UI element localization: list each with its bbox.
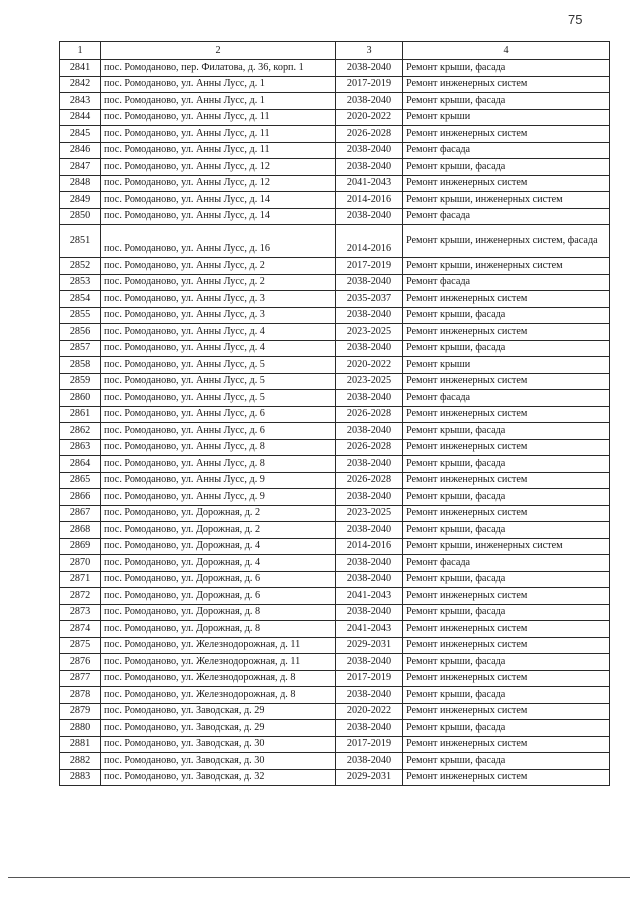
row-period: 2038-2040	[336, 571, 403, 588]
row-number: 2846	[60, 142, 101, 159]
table-row	[60, 621, 610, 638]
row-work: Ремонт инженерных систем	[403, 670, 610, 687]
row-number: 2863	[60, 439, 101, 456]
table-row	[60, 604, 610, 621]
row-work: Ремонт инженерных систем	[403, 472, 610, 489]
row-work: Ремонт крыши, фасада	[403, 60, 610, 77]
row-number: 2883	[60, 769, 101, 786]
table-row	[60, 142, 610, 159]
row-number: 2881	[60, 736, 101, 753]
row-number: 2868	[60, 522, 101, 539]
row-address: пос. Ромоданово, ул. Анны Лусс, д. 2	[101, 258, 336, 275]
row-number: 2872	[60, 588, 101, 605]
row-period: 2038-2040	[336, 340, 403, 357]
row-number: 2871	[60, 571, 101, 588]
table-row	[60, 703, 610, 720]
table-row	[60, 274, 610, 291]
row-number: 2849	[60, 192, 101, 209]
row-number: 2853	[60, 274, 101, 291]
row-number: 2854	[60, 291, 101, 308]
table-row	[60, 571, 610, 588]
row-number: 2864	[60, 456, 101, 473]
row-address: пос. Ромоданово, ул. Анны Лусс, д. 11	[101, 109, 336, 126]
row-period: 2038-2040	[336, 208, 403, 225]
row-number: 2843	[60, 93, 101, 110]
row-period: 2038-2040	[336, 159, 403, 176]
row-period: 2038-2040	[336, 604, 403, 621]
row-work: Ремонт инженерных систем	[403, 703, 610, 720]
row-period: 2038-2040	[336, 522, 403, 539]
table-row	[60, 225, 610, 258]
row-number: 2856	[60, 324, 101, 341]
row-period: 2038-2040	[336, 555, 403, 572]
table-row	[60, 505, 610, 522]
row-work: Ремонт крыши, фасада	[403, 753, 610, 770]
row-period: 2014-2016	[336, 192, 403, 209]
row-work: Ремонт инженерных систем	[403, 175, 610, 192]
row-address: пос. Ромоданово, ул. Дорожная, д. 4	[101, 555, 336, 572]
column-header-number: 1	[60, 42, 101, 60]
row-address: пос. Ромоданово, ул. Заводская, д. 30	[101, 736, 336, 753]
row-period: 2038-2040	[336, 60, 403, 77]
row-work: Ремонт крыши, инженерных систем	[403, 258, 610, 275]
row-address: пос. Ромоданово, ул. Железнодорожная, д. 11	[101, 637, 336, 654]
row-address: пос. Ромоданово, ул. Заводская, д. 29	[101, 720, 336, 737]
table-row	[60, 588, 610, 605]
row-number: 2879	[60, 703, 101, 720]
row-number: 2865	[60, 472, 101, 489]
row-period: 2038-2040	[336, 720, 403, 737]
row-address: пос. Ромоданово, ул. Анны Лусс, д. 6	[101, 406, 336, 423]
row-period: 2020-2022	[336, 703, 403, 720]
row-address: пос. Ромоданово, ул. Дорожная, д. 8	[101, 621, 336, 638]
row-address: пос. Ромоданово, ул. Анны Лусс, д. 1	[101, 93, 336, 110]
row-work: Ремонт крыши, фасада	[403, 571, 610, 588]
row-work: Ремонт фасада	[403, 555, 610, 572]
table-row	[60, 307, 610, 324]
row-address: пос. Ромоданово, ул. Анны Лусс, д. 5	[101, 373, 336, 390]
column-header-work: 4	[403, 42, 610, 60]
row-address: пос. Ромоданово, ул. Анны Лусс, д. 6	[101, 423, 336, 440]
row-number: 2878	[60, 687, 101, 704]
row-number: 2877	[60, 670, 101, 687]
row-address: пос. Ромоданово, ул. Дорожная, д. 4	[101, 538, 336, 555]
table-row	[60, 258, 610, 275]
row-period: 2038-2040	[336, 274, 403, 291]
row-period: 2020-2022	[336, 109, 403, 126]
row-period: 2038-2040	[336, 423, 403, 440]
row-period: 2038-2040	[336, 489, 403, 506]
table-row	[60, 208, 610, 225]
row-address: пос. Ромоданово, ул. Анны Лусс, д. 9	[101, 489, 336, 506]
row-work: Ремонт крыши, фасада	[403, 489, 610, 506]
row-address: пос. Ромоданово, ул. Анны Лусс, д. 9	[101, 472, 336, 489]
row-number: 2857	[60, 340, 101, 357]
row-work: Ремонт инженерных систем	[403, 76, 610, 93]
table-row	[60, 373, 610, 390]
row-address: пос. Ромоданово, ул. Заводская, д. 30	[101, 753, 336, 770]
table-row	[60, 736, 610, 753]
table-row	[60, 654, 610, 671]
row-address: пос. Ромоданово, ул. Заводская, д. 32	[101, 769, 336, 786]
row-work: Ремонт инженерных систем	[403, 588, 610, 605]
row-number: 2842	[60, 76, 101, 93]
row-number: 2876	[60, 654, 101, 671]
page-number: 75	[568, 12, 583, 27]
table-row	[60, 423, 610, 440]
row-work: Ремонт инженерных систем	[403, 637, 610, 654]
row-period: 2029-2031	[336, 637, 403, 654]
table-row	[60, 687, 610, 704]
table-row	[60, 291, 610, 308]
row-address: пос. Ромоданово, ул. Анны Лусс, д. 3	[101, 307, 336, 324]
row-number: 2875	[60, 637, 101, 654]
row-number: 2882	[60, 753, 101, 770]
table-row	[60, 472, 610, 489]
row-address: пос. Ромоданово, ул. Дорожная, д. 8	[101, 604, 336, 621]
table-row	[60, 324, 610, 341]
row-address: пос. Ромоданово, ул. Железнодорожная, д. 8	[101, 687, 336, 704]
row-period: 2014-2016	[336, 225, 403, 258]
row-period: 2020-2022	[336, 357, 403, 374]
row-period: 2026-2028	[336, 439, 403, 456]
row-work: Ремонт инженерных систем	[403, 324, 610, 341]
table-row	[60, 720, 610, 737]
table-row	[60, 109, 610, 126]
table-row	[60, 406, 610, 423]
row-address: пос. Ромоданово, ул. Дорожная, д. 2	[101, 522, 336, 539]
row-work: Ремонт фасада	[403, 142, 610, 159]
row-number: 2873	[60, 604, 101, 621]
table-row	[60, 192, 610, 209]
row-period: 2017-2019	[336, 76, 403, 93]
table-row	[60, 175, 610, 192]
row-period: 2038-2040	[336, 142, 403, 159]
row-address: пос. Ромоданово, ул. Анны Лусс, д. 12	[101, 175, 336, 192]
row-period: 2014-2016	[336, 538, 403, 555]
row-work: Ремонт крыши, фасада	[403, 93, 610, 110]
row-number: 2851	[60, 225, 101, 258]
row-number: 2870	[60, 555, 101, 572]
table-row	[60, 637, 610, 654]
column-header-address: 2	[101, 42, 336, 60]
row-number: 2844	[60, 109, 101, 126]
registry-table	[59, 41, 610, 786]
row-work: Ремонт крыши, фасада	[403, 340, 610, 357]
row-period: 2026-2028	[336, 406, 403, 423]
row-number: 2845	[60, 126, 101, 143]
bottom-rule	[8, 877, 630, 878]
row-number: 2852	[60, 258, 101, 275]
row-work: Ремонт крыши	[403, 357, 610, 374]
table-row	[60, 390, 610, 407]
row-number: 2866	[60, 489, 101, 506]
row-period: 2041-2043	[336, 175, 403, 192]
row-address: пос. Ромоданово, ул. Анны Лусс, д. 11	[101, 126, 336, 143]
row-number: 2847	[60, 159, 101, 176]
row-number: 2869	[60, 538, 101, 555]
row-number: 2867	[60, 505, 101, 522]
row-work: Ремонт фасада	[403, 390, 610, 407]
table-row	[60, 159, 610, 176]
table-row	[60, 126, 610, 143]
row-period: 2023-2025	[336, 505, 403, 522]
row-work: Ремонт инженерных систем	[403, 736, 610, 753]
row-work: Ремонт инженерных систем	[403, 621, 610, 638]
row-number: 2880	[60, 720, 101, 737]
row-address: пос. Ромоданово, ул. Анны Лусс, д. 1	[101, 76, 336, 93]
row-period: 2017-2019	[336, 670, 403, 687]
registry-body	[60, 60, 610, 786]
row-address: пос. Ромоданово, ул. Анны Лусс, д. 8	[101, 439, 336, 456]
row-number: 2850	[60, 208, 101, 225]
row-period: 2026-2028	[336, 126, 403, 143]
row-period: 2038-2040	[336, 456, 403, 473]
row-work: Ремонт инженерных систем	[403, 505, 610, 522]
row-period: 2038-2040	[336, 753, 403, 770]
table-row	[60, 357, 610, 374]
row-address: пос. Ромоданово, ул. Анны Лусс, д. 14	[101, 192, 336, 209]
row-work: Ремонт крыши, фасада	[403, 423, 610, 440]
table-row	[60, 555, 610, 572]
table-row	[60, 769, 610, 786]
row-address: пос. Ромоданово, пер. Филатова, д. 36, корп. 1	[101, 60, 336, 77]
table-row	[60, 670, 610, 687]
row-work: Ремонт инженерных систем	[403, 373, 610, 390]
row-period: 2023-2025	[336, 373, 403, 390]
row-work: Ремонт крыши, фасада	[403, 522, 610, 539]
table-row	[60, 76, 610, 93]
row-work: Ремонт крыши, фасада	[403, 720, 610, 737]
row-period: 2038-2040	[336, 93, 403, 110]
row-address: пос. Ромоданово, ул. Дорожная, д. 6	[101, 571, 336, 588]
row-work: Ремонт крыши, фасада	[403, 654, 610, 671]
row-address: пос. Ромоданово, ул. Анны Лусс, д. 11	[101, 142, 336, 159]
table-row	[60, 93, 610, 110]
row-work: Ремонт крыши, фасада	[403, 687, 610, 704]
row-number: 2860	[60, 390, 101, 407]
header-row	[60, 42, 610, 60]
row-number: 2848	[60, 175, 101, 192]
row-work: Ремонт фасада	[403, 208, 610, 225]
row-address: пос. Ромоданово, ул. Заводская, д. 29	[101, 703, 336, 720]
row-work: Ремонт крыши, фасада	[403, 604, 610, 621]
row-number: 2874	[60, 621, 101, 638]
row-number: 2859	[60, 373, 101, 390]
row-address: пос. Ромоданово, ул. Анны Лусс, д. 4	[101, 340, 336, 357]
row-work: Ремонт инженерных систем	[403, 769, 610, 786]
row-address: пос. Ромоданово, ул. Анны Лусс, д. 3	[101, 291, 336, 308]
row-address: пос. Ромоданово, ул. Железнодорожная, д. 11	[101, 654, 336, 671]
table-row	[60, 456, 610, 473]
row-address: пос. Ромоданово, ул. Анны Лусс, д. 16	[101, 225, 336, 258]
row-address: пос. Ромоданово, ул. Анны Лусс, д. 14	[101, 208, 336, 225]
row-work: Ремонт инженерных систем	[403, 439, 610, 456]
table-row	[60, 60, 610, 77]
row-address: пос. Ромоданово, ул. Железнодорожная, д. 8	[101, 670, 336, 687]
table-row	[60, 340, 610, 357]
row-address: пос. Ромоданово, ул. Анны Лусс, д. 4	[101, 324, 336, 341]
row-work: Ремонт крыши, фасада	[403, 456, 610, 473]
row-period: 2023-2025	[336, 324, 403, 341]
row-number: 2862	[60, 423, 101, 440]
row-period: 2038-2040	[336, 307, 403, 324]
row-address: пос. Ромоданово, ул. Анны Лусс, д. 8	[101, 456, 336, 473]
row-address: пос. Ромоданово, ул. Анны Лусс, д. 12	[101, 159, 336, 176]
row-period: 2029-2031	[336, 769, 403, 786]
row-period: 2017-2019	[336, 258, 403, 275]
row-address: пос. Ромоданово, ул. Дорожная, д. 2	[101, 505, 336, 522]
row-address: пос. Ромоданово, ул. Анны Лусс, д. 5	[101, 357, 336, 374]
row-address: пос. Ромоданово, ул. Дорожная, д. 6	[101, 588, 336, 605]
row-number: 2858	[60, 357, 101, 374]
row-period: 2026-2028	[336, 472, 403, 489]
row-number: 2861	[60, 406, 101, 423]
row-period: 2035-2037	[336, 291, 403, 308]
row-period: 2041-2043	[336, 621, 403, 638]
row-address: пос. Ромоданово, ул. Анны Лусс, д. 2	[101, 274, 336, 291]
row-period: 2038-2040	[336, 654, 403, 671]
row-work: Ремонт крыши, инженерных систем	[403, 538, 610, 555]
row-work: Ремонт крыши, инженерных систем, фасада	[403, 225, 610, 258]
table-row	[60, 522, 610, 539]
table-row	[60, 753, 610, 770]
row-work: Ремонт фасада	[403, 274, 610, 291]
row-work: Ремонт крыши, фасада	[403, 159, 610, 176]
row-work: Ремонт крыши, инженерных систем	[403, 192, 610, 209]
row-period: 2038-2040	[336, 687, 403, 704]
table-row	[60, 439, 610, 456]
column-header-period: 3	[336, 42, 403, 60]
row-address: пос. Ромоданово, ул. Анны Лусс, д. 5	[101, 390, 336, 407]
row-work: Ремонт крыши	[403, 109, 610, 126]
row-work: Ремонт инженерных систем	[403, 126, 610, 143]
row-work: Ремонт инженерных систем	[403, 291, 610, 308]
table-row	[60, 538, 610, 555]
row-number: 2841	[60, 60, 101, 77]
row-number: 2855	[60, 307, 101, 324]
row-work: Ремонт крыши, фасада	[403, 307, 610, 324]
table-row	[60, 489, 610, 506]
row-period: 2041-2043	[336, 588, 403, 605]
row-work: Ремонт инженерных систем	[403, 406, 610, 423]
row-period: 2038-2040	[336, 390, 403, 407]
row-period: 2017-2019	[336, 736, 403, 753]
